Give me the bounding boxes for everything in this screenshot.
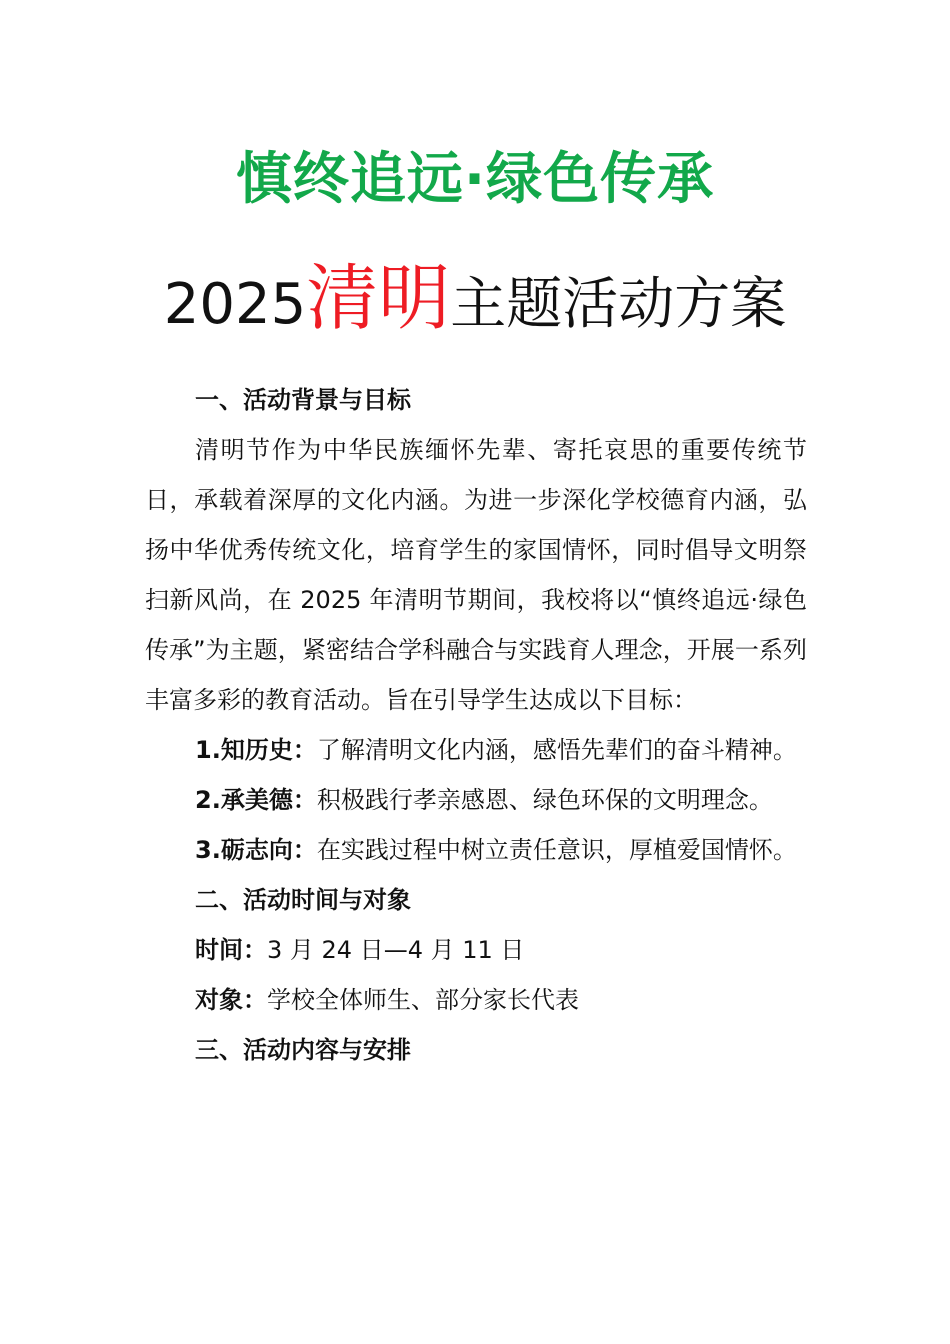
title-line-2: [0, 248, 950, 355]
target-label: 对象：: [195, 986, 267, 1014]
time-value: 3 月 24 日—4 月 11 日: [267, 936, 525, 964]
title-year: 2025: [163, 272, 307, 337]
goal-label: 2.承美德：: [195, 786, 317, 814]
document-body: [145, 375, 807, 1075]
target-line: [145, 975, 807, 1025]
title-rest: 主题活动方案: [450, 272, 787, 337]
section1-paragraph: 清明节作为中华民族缅怀先辈、寄托哀思的重要传统节日，承载着深厚的文化内涵。为进一步深化学校德育内涵，弘扬中华优秀传统文化，培育学生的家国情怀，同时倡导文明祭扫新风尚，在 2025 年清明节期间，我校将以“慎终追远·绿色传承”为主题，紧密结合学科融合与实践育人理念，开展一系列丰富多彩的教育活动。旨在引导学生达成以下目标：: [145, 436, 807, 714]
goal-text: 积极践行孝亲感恩、绿色环保的文明理念。: [316, 786, 773, 814]
goal-text: 在实践过程中树立责任意识，厚植爱国情怀。: [316, 836, 797, 864]
goal-item: [145, 825, 807, 875]
section3-heading: 三、活动内容与安排: [195, 1036, 411, 1064]
goal-item: [145, 775, 807, 825]
time-label: 时间：: [195, 936, 267, 964]
section2-heading: 二、活动时间与对象: [195, 886, 411, 914]
goal-item: [145, 725, 807, 775]
target-value: 学校全体师生、部分家长代表: [267, 986, 579, 1014]
title-line-1: 慎终追远·绿色传承: [235, 147, 715, 212]
goal-text: 了解清明文化内涵，感悟先辈们的奋斗精神。: [316, 736, 797, 764]
time-line: [145, 925, 807, 975]
section1-heading: 一、活动背景与目标: [195, 386, 411, 414]
goal-label: 3.砺志向：: [195, 836, 317, 864]
goal-label: 1.知历史：: [195, 736, 317, 764]
title-highlight: 清明: [306, 256, 451, 340]
